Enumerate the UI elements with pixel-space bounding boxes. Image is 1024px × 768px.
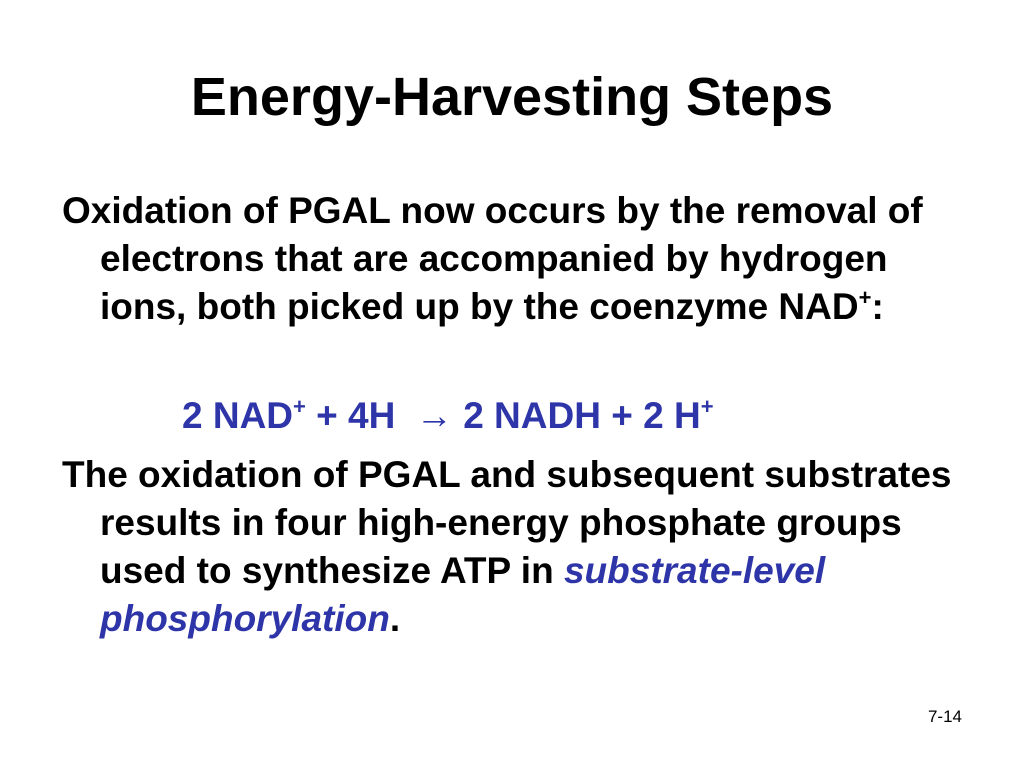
nad-equation xyxy=(182,392,714,440)
equation-part1: 2 NAD xyxy=(182,395,294,436)
paragraph-atp xyxy=(62,451,962,643)
paragraph-oxidation-text: Oxidation of PGAL now occurs by the removal of electrons that are accompanied by hydrogen ions, both picked up by the coenzyme NAD xyxy=(62,190,923,327)
highlighted-term: substrate-level phosphorylation xyxy=(100,550,826,639)
paragraph-atp-text: The oxidation of PGAL and subsequent substrates results in four high-energy phosphate groups used to synthesize ATP in xyxy=(62,454,952,591)
paragraph-oxidation xyxy=(62,187,962,331)
equation-sup2: + xyxy=(700,394,714,419)
paragraph-oxidation-suffix: : xyxy=(871,286,884,327)
paragraph-atp-suffix: . xyxy=(389,598,401,639)
nad-superscript: + xyxy=(858,285,872,310)
equation-sup1: + xyxy=(293,394,306,419)
page-number: 7-14 xyxy=(927,707,962,726)
equation-part2: + 4H → 2 NADH + 2 H xyxy=(305,395,701,436)
slide-title: Energy-Harvesting Steps xyxy=(190,67,834,127)
